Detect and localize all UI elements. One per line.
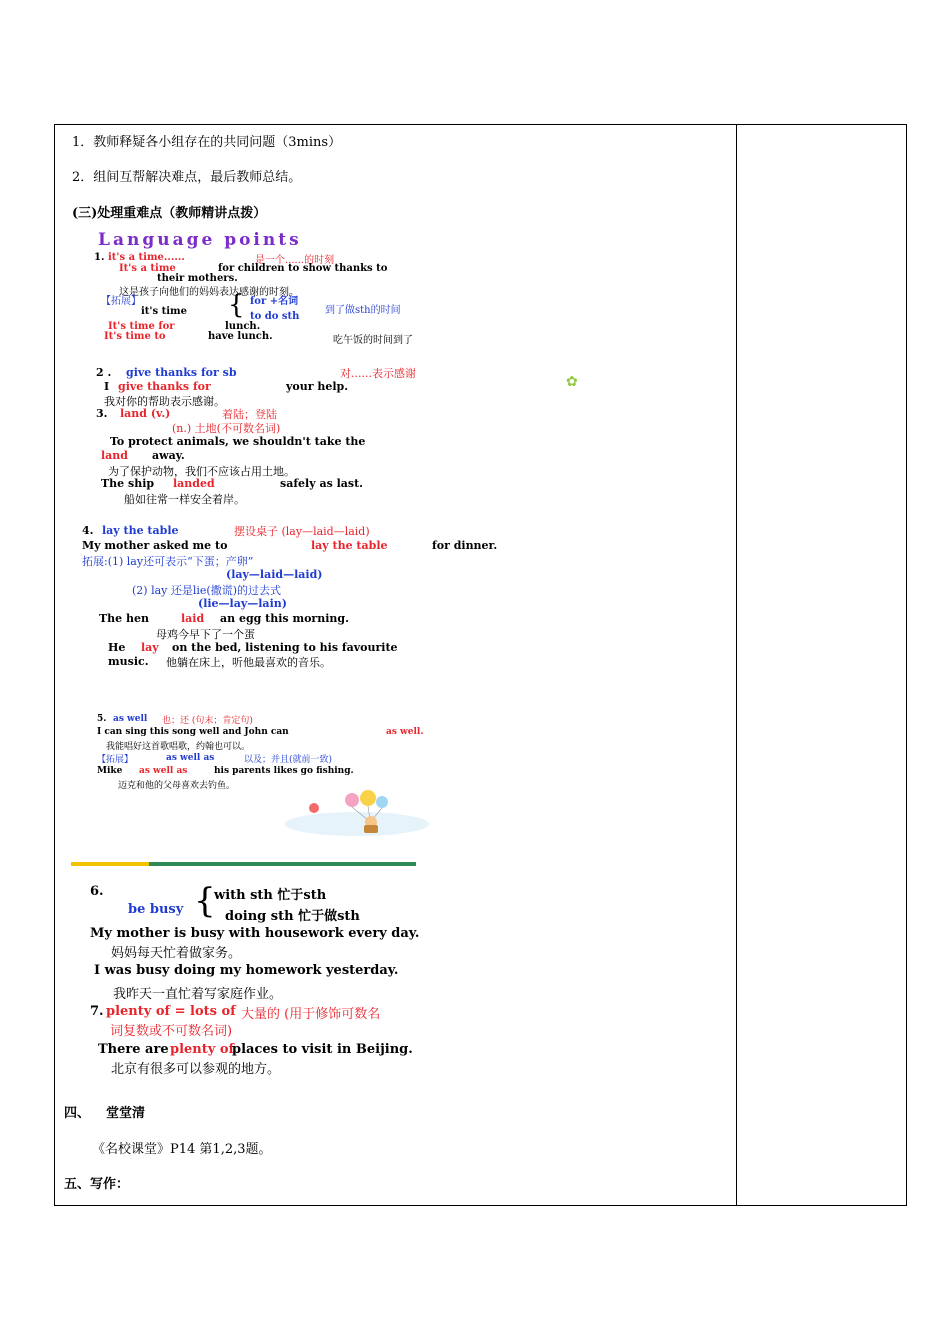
section-3-heading: (三)处理重难点（教师精讲点拨） — [72, 206, 267, 221]
p4-ex3: He — [108, 641, 126, 654]
p1-to-do: to do sth — [250, 311, 300, 322]
p2-ex-red: give thanks for — [118, 380, 211, 393]
p4-ex3-red: lay — [141, 641, 159, 654]
p1-ex-zh: 这是孩子向他们的妈妈表达感谢的时刻。 — [119, 287, 299, 298]
p6-ex1: My mother is busy with housework every day. — [90, 926, 420, 941]
p4-ex3-music: music. — [108, 655, 149, 668]
p1-phrase: it's a time...... — [108, 252, 185, 263]
p5-as-well-as: as well as — [166, 753, 215, 763]
section-5-heading: 五、写作： — [64, 1177, 130, 1192]
p3-noun: (n.) 土地(不可数名词) — [172, 422, 281, 435]
p5-phrase: as well — [113, 714, 148, 724]
p4-ex2-red: laid — [181, 612, 205, 625]
p4-ex2-end: an egg this morning. — [220, 612, 349, 625]
p2-ex-i: I — [104, 380, 110, 393]
p5-meaning: 也；还 (句末；肯定句) — [162, 716, 253, 726]
p1-ex4-zh: 吃午饭的时间到了 — [333, 335, 413, 346]
p1-for-noun: for +名词 — [250, 296, 299, 307]
p4-forms2: (lie—lay—lain) — [198, 597, 287, 610]
p4-ex2: The hen — [99, 612, 150, 625]
section-4-num: 四、 — [64, 1106, 91, 1121]
p1-ex4: have lunch. — [208, 331, 273, 342]
p3-ex2: The ship — [101, 477, 155, 490]
p3-ex1: To protect animals, we shouldn't take the — [110, 435, 366, 448]
p4-ex1-red: lay the table — [311, 539, 388, 552]
p7-num: 7. — [90, 1004, 104, 1019]
green-bar — [149, 862, 416, 866]
p4-ex1-end: for dinner. — [432, 539, 498, 552]
p7-meaning: 大量的 (用于修饰可数名 — [241, 1007, 381, 1022]
p4-meaning: 摆设桌子 (lay—laid—laid) — [234, 525, 370, 538]
p5-ex1-zh: 我能唱好这首歌唱歌，约翰也可以。 — [106, 742, 251, 752]
p4-expand2: (2) lay 还是lie(撒谎)的过去式 — [132, 584, 281, 597]
p7-meaning-2: 词复数或不可数名词) — [110, 1024, 233, 1039]
p2-ex: your help. — [286, 380, 349, 393]
p4-ex3-zh: 他躺在床上，听他最喜欢的音乐。 — [166, 656, 331, 669]
p4-forms1: (lay—laid—laid) — [226, 568, 323, 581]
p6-phrase: be busy — [128, 902, 184, 917]
p1-expand: 【拓展】 — [101, 296, 141, 307]
section-4-title: 堂堂清 — [106, 1106, 146, 1121]
p3-phrase: land (v.) — [120, 407, 171, 420]
p6-ex2: I was busy doing my homework yesterday. — [94, 963, 399, 978]
p4-ex1: My mother asked me to — [82, 539, 228, 552]
p1-ex4-red: It's time to — [104, 331, 166, 342]
p1-ex-red: It's a time — [119, 263, 176, 274]
p1-ex-2: their mothers. — [157, 273, 238, 284]
p4-phrase: lay the table — [102, 524, 179, 537]
p3-ex1-red: land — [101, 449, 128, 462]
p3-ex2-zh: 船如往常一样安全着岸。 — [124, 493, 245, 506]
column-divider — [736, 125, 737, 1205]
p6-ex2-zh: 我昨天一直忙着写家庭作业。 — [113, 987, 283, 1002]
p1-ex3-red: It's time for — [108, 321, 175, 332]
p7-ex1-zh: 北京有很多可以参观的地方。 — [111, 1062, 281, 1077]
p2-meaning: 对......表示感谢 — [340, 367, 416, 380]
p2-phrase: give thanks for sb — [126, 366, 237, 379]
p3-ex1-end: away. — [152, 449, 185, 462]
p2-num: 2 . — [96, 366, 112, 379]
p5-expand-meaning: 以及；并且(就前一致) — [244, 755, 333, 765]
p5-ex1: I can sing this song well and John can — [97, 727, 289, 737]
p3-meaning: 着陆；登陆 — [222, 408, 277, 421]
p3-ex2-red: landed — [173, 477, 215, 490]
p5-num: 5. — [97, 714, 107, 724]
p4-expand1: 拓展:(1) lay还可表示“下蛋；产卵” — [82, 555, 254, 568]
p3-ex2-end: safely as last. — [280, 477, 364, 490]
p3-ex1-zh: 为了保护动物，我们不应该占用土地。 — [108, 465, 295, 478]
p5-ex2-zh: 迈克和他的父母喜欢去钓鱼。 — [118, 781, 236, 791]
p2-ex-zh: 我对你的帮助表示感谢。 — [104, 395, 225, 408]
p1-num: 1. — [94, 252, 105, 263]
p4-num: 4. — [82, 524, 94, 537]
flower-icon: ✿ — [566, 374, 578, 390]
p1-time-to-do: 到了做sth的时间 — [325, 305, 401, 316]
p4-ex3-end: on the bed, listening to his favourite — [172, 641, 398, 654]
p4-ex2-zh: 母鸡今早下了一个蛋 — [156, 628, 255, 641]
p6-doing-sth: doing sth 忙于做sth — [225, 909, 360, 924]
balloon-illustration — [282, 786, 432, 836]
p5-ex2: Mike — [97, 766, 123, 776]
section-4-text: 《名校课堂》P14 第1,2,3题。 — [92, 1142, 272, 1157]
p1-ex: for children to show thanks to — [218, 263, 388, 274]
p7-ex1: There are — [98, 1042, 169, 1057]
p6-ex1-zh: 妈妈每天忙着做家务。 — [111, 946, 242, 961]
p7-ex1-end: places to visit in Beijing. — [232, 1042, 413, 1057]
p7-phrase: plenty of = lots of — [106, 1004, 236, 1019]
p7-ex1-red: plenty of — [170, 1042, 235, 1057]
p3-num: 3. — [96, 407, 108, 420]
step-2: 2．组间互帮解决难点，最后教师总结。 — [72, 170, 302, 185]
p5-ex2-end: his parents likes go fishing. — [214, 766, 354, 776]
p5-ex1-red: as well. — [386, 727, 424, 737]
p5-ex2-red: as well as — [139, 766, 188, 776]
p5-expand: 【拓展】 — [97, 755, 134, 765]
step-1: 1．教师释疑各小组存在的共同问题（3mins） — [72, 135, 342, 150]
p1-brace: { — [228, 290, 245, 320]
language-points-title: Language points — [98, 230, 302, 250]
p1-meaning: 是一个......的时刻 — [255, 255, 335, 266]
p6-num: 6. — [90, 884, 104, 899]
p6-with-sth: with sth 忙于sth — [214, 888, 327, 903]
p1-its-time: it's time — [141, 306, 187, 317]
p1-ex3: lunch. — [225, 321, 261, 332]
yellow-bar — [71, 862, 149, 866]
p6-brace: { — [194, 881, 216, 921]
